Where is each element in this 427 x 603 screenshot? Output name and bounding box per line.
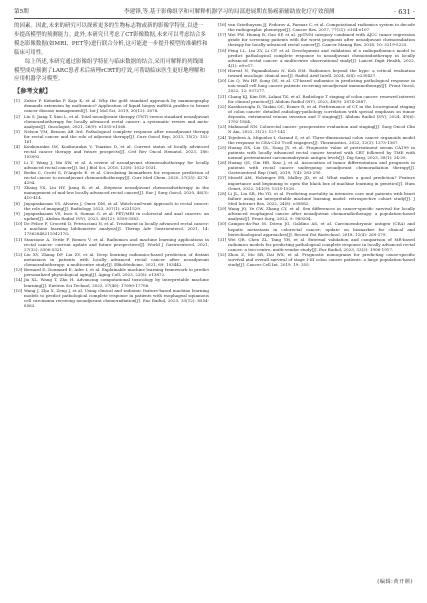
- reference-item: [218, 160, 415, 175]
- reference-number: [21]: [218, 93, 227, 99]
- right-column: [218, 22, 415, 267]
- reference-number: [15]: [14, 287, 23, 293]
- reference-item: [218, 104, 415, 124]
- reference-number: [7]: [14, 185, 20, 191]
- reference-number: [6]: [14, 169, 20, 175]
- reference-item: [218, 175, 415, 190]
- reference-item: [218, 252, 415, 267]
- reference-number: [31]: [218, 236, 227, 242]
- body-paragraph-2: 综上所述,本研究通过影像组学特征与临床数据的结合,采用可解释的列线图模型成功预测了LARC患者术后病理rCRT的疗效,可帮助临床医生更好地理解和应用机器学习模型。: [14, 58, 205, 83]
- reference-number: [28]: [218, 190, 227, 196]
- reference-text: Wei QR, Chen ZL, Tang YH, et al. External validation and comparison of MR-based radiomics models for predicting pathological complete response in locally advanced rectal cancer: a two-centre, multi-vendor study[J]. Eur Radiol, 2023, 33(3): 1906-1917.: [228, 236, 415, 252]
- reference-text: Tejedera A, Miguelez I, Garaud S, et al. Three-dimensional colon cancer organoids model the response to CEA-CD3 T-cell engagers[J]. Theranostics, 2022, 12(3): 1373-1387.: [228, 134, 415, 145]
- reference-item: [218, 124, 415, 134]
- reference-text: Campos-da-Paz M, Dórea JG, Galdino AS, et al. Carcinoembryonic antigen (CEA) and hepatic metastasis in colorectal cancer: update on biomarker for clinical and biotechnological approaches[J]. Recent Pat Biotechnol, 2018, 12(4): 269-279.: [228, 221, 415, 237]
- reference-number: [19]: [218, 67, 227, 73]
- reference-number: [2]: [14, 113, 20, 119]
- reference-number: [14]: [14, 277, 23, 283]
- reference-text: Wei FW, Huang R, Gao SP, et al. ypTNM category combined with AJCC tumor regression grade for screening patients with the worst prognosis after neoadjuvant chemoradiation therapy for locally advanced rectal cancer[J]. Cancer Manag Res, 2018, 10: 5219-5225.: [228, 32, 415, 48]
- reference-item: [14, 129, 209, 144]
- reference-text: Huang DX, Liu QL, Song JY, et al. Prognostic value of pretreatment serum CA199 in patients with locally advanced rectal cancer treated with CRT followed by TME with normal pretreatment carcinoembryonic antigen levels[J]. Dig Surg, 2023, 38(1): 24-29.: [228, 144, 415, 160]
- reference-number: [13]: [14, 267, 23, 273]
- reference-text: Horvat N, Papanikolaou N, Koh DM. Radiomics beyond the hype: a critical evaluation toward oncologic clinical use[J]. Radiol Artif Intell, 2024, 6(4): e230437.: [228, 67, 415, 79]
- reference-number: [22]: [218, 103, 227, 109]
- reference-number: [5]: [14, 159, 20, 165]
- reference-number: [3]: [14, 129, 20, 135]
- reference-text: Liu Q, Wu HF, Song QS, et al. CT-based radiomics in predicting pathological response in non-small cell lung cancer patients receiving neoadjuvant immunotherapy[J]. Front Oncol, 2022, 12: 937277.: [228, 78, 415, 94]
- page-number: · 631 ·: [394, 8, 415, 16]
- reference-text: Chang KJ, Kim DH, Lalani TK, et al. Radiologic T staging of colon cancer: renewed interest for clinical practice[J]. Abdom Radiol (NY), 2023, 48(9): 2874-2887.: [228, 93, 415, 104]
- reference-number: [26]: [218, 160, 227, 166]
- reference-item: [14, 160, 209, 170]
- reference-item: [218, 135, 415, 145]
- reference-text: Feng LL, Liu ZY, Li CF, et al. Development and validation of a radiopathomics model to predict pathological complete response to neoadjuvant chemoradiotherapy in locally advanced rectal cancer: a multicentre observational study[J]. Lancet Digit Health, 2022, 4(1): e8-e17.: [228, 47, 415, 68]
- reference-item: [218, 237, 415, 252]
- reference-text: Zhang YX, Liu HY, Jiang B, et al. Stepwise neoadjuvant chemoradiotherapy in the management of mid-low locally advanced rectal cancer[J]. Eur J Surg Oncol, 2020, 46(3): 410-414.: [24, 185, 209, 201]
- reference-text: Wang J, Zhu X, Zeng J, et al. Using clinical and radiomic feature-based machine learning models to predict pathological complete response in patients with esophageal squamous cell carcinoma receiving neoadjuvant chemoradiation[J]. Eur Radiol, 2023, 33(12): 8554-8563.: [24, 287, 209, 308]
- reference-text: Wang JQ, Ye CW, Zhang CY, et al. Sex differences in cancer-specific survival for locally advanced esophageal cancer after neoadjuvant chemoradiotherapy: a population-based analysis[J]. Front Surg, 2022, 9: 989204.: [228, 206, 415, 222]
- editor-note: (编辑:黄开颜): [377, 579, 413, 585]
- reference-number: [24]: [218, 134, 227, 140]
- reference-text: Jia XL, Wang T, Zhu H. Advancing computational toxicology by interpretable machine learning[J]. Environ Sci Technol, 2023, 57(46): 17690-17706.: [24, 277, 209, 288]
- reference-text: Liu XY, Zhang DF, Liu ZY, et al. Deep learning radiomics-based prediction of distant metastasis in patients with locally advanced rectal cancer after neoadjuvant chemoradiotherapy: a multicentre study[J]. EBioMedicine, 2021, 69: 103442.: [24, 251, 209, 267]
- reference-item: [218, 78, 415, 93]
- reference-item: [14, 98, 209, 113]
- reference-number: [16]: [218, 22, 227, 27]
- references-heading: 【参考文献】: [14, 88, 52, 96]
- reference-text: Mahmoud NN. Colorectal cancer: preoperative evaluation and staging[J]. Surg Oncol Clin N Am, 2022, 31(2): 127-141.: [228, 124, 415, 135]
- reference-number: [9]: [14, 210, 20, 216]
- reference-item: [14, 252, 209, 267]
- left-column: [14, 22, 209, 308]
- reference-number: [10]: [14, 221, 23, 227]
- reference-text: Zhou Z, Mo SB, Dai WX, et al. Prognostic nomograms for predicting cause-specific survival and overall survival of stage I-III colon cancer patients: a large population-based study[J]. Cancer Cell Int, 2019, 19: 355.: [228, 252, 415, 268]
- reference-text: Stanzione A, Verde F, Romeo V, et al. Radiomics and machine learning applications in rectal cancer: current update and future perspectives[J]. World J Gastroenterol, 2021, 27(32): 5306-5321.: [24, 236, 209, 252]
- reference-number: [29]: [218, 206, 227, 212]
- reference-item: [218, 191, 415, 206]
- reference-text: Karahacioglu D, Taskin OC, Esmer R, et al. Performance of CT in the locoregional staging of colon cancer: detailed radiology-pathology correlation with special emphasis on tumor deposits, extramural venous invasion and T staging[J]. Abdom Radiol (NY), 2024, 49(6): 1792-1804.: [228, 103, 415, 125]
- reference-number: [27]: [218, 175, 227, 181]
- reference-text: van Griethuysen JJ, Fedorov A, Parmar C, et al. Computational radiomics system to decode the radiographic phenotype[J]. Cancer Res, 2017, 77(21): e104-e107.: [228, 22, 415, 33]
- reference-number: [20]: [218, 78, 227, 84]
- reference-text: Huang QS, Gin HB, Xiao J, et al. Association of tumor differentiation and prognosis in patients with rectal cancer undergoing neoadjuvant chemoradiation therapy[J]. Gastroenterol Rep (Oxf), 2019, 7(4): 283-290.: [228, 160, 415, 176]
- reference-number: [32]: [218, 252, 227, 258]
- reference-item: [218, 48, 415, 68]
- reference-item: [14, 144, 209, 159]
- body-paragraph-1: 的因素。因此,未来的研究可以探索更多的生物标志物或新的影像学特征,以进一步提高模型的预测能力。此外,本研究只考虑了CT影像数据,未来可以考虑结合多模态影像数据(如MRI、PET等)进行联合分析,这可能进一步提升模型的准确性和临床可用性。: [14, 23, 208, 56]
- reference-number: [4]: [14, 144, 20, 150]
- reference-text: Liu S, Jiang T, Xiao L, et al. Total neoadjuvant therapy (TNT) versus standard neoadjuvant chemoradiotherapy for locally advanced rectal cancer: a systematic review and meta-analysis[J]. Oncologist, 2021, 26(9): e1555-e1566.: [24, 113, 209, 129]
- reference-text: Zubor P, Kubatka P, Kajo K, et al. Why the gold standard approach by mammography demands extension by multiomics? Application of liquid biopsy miRNA profiles to breast cancer disease management[J]. Int J Mol Sci, 2019, 20(12): 2878.: [24, 98, 209, 114]
- reference-list-right: [218, 22, 415, 267]
- reference-item: [14, 185, 209, 200]
- reference-number: [12]: [14, 251, 23, 257]
- reference-item: [218, 145, 415, 160]
- reference-text: Li JL, Liu SR, Hu YD, et al. Predicting mortality in intensive care unit patients with heart failure using an interpretable machine learning model: retrospective cohort study[J]. J Med Internet Res, 2022, 24(8): e38082.: [228, 190, 415, 206]
- reference-number: [18]: [218, 47, 227, 53]
- reference-number: [30]: [218, 221, 227, 227]
- reference-item: [218, 68, 415, 78]
- reference-item: [218, 206, 415, 221]
- reference-number: [17]: [218, 32, 227, 38]
- running-title: 李建锋,等.基于影像组学和可解释机器学习的局部进展期直肠癌新辅助放化疗疗效预测: [124, 9, 335, 15]
- reference-text: Li Y, Wang J, Ma XW, et al. A review of neoadjuvant chemoradiotherapy for locally advanced rectal cancer[J]. Int J Biol Sci, 2016, 12(8): 1022-1031.: [24, 159, 209, 170]
- reference-text: Jayaprakasam VS, Alvarez J, Omer DM, et al. Watch-and-wait approach to rectal cancer: the role of imaging[J]. Radiology, 2023, 307(1): e221529.: [24, 200, 209, 211]
- reference-item: [218, 94, 415, 104]
- reference-number: [23]: [218, 124, 227, 130]
- issue-label: 第5期: [14, 9, 29, 15]
- reference-item: [14, 237, 209, 252]
- reference-text: Musolf AM, Holzinger ER, Malley JD, et al. What makes a good prediction? Feature importance and beginning to open the black box of machine learning in genetics[J]. Hum Genet, 2022, 141(9): 1515-1528.: [228, 175, 415, 191]
- reference-item: [14, 267, 209, 277]
- reference-item: [218, 22, 415, 32]
- reference-list-left: [14, 98, 209, 308]
- reference-item: [14, 211, 209, 221]
- reference-item: [218, 32, 415, 47]
- reference-item: [14, 277, 209, 287]
- reference-number: [8]: [14, 200, 20, 206]
- reference-number: [11]: [14, 236, 23, 242]
- reference-text: Jayaprakasam VS, Ince S, Suman G, et al. PET/MRI in colorectal and anal cancers: an update[J]. Abdom Radiol (NY), 2023, 48(12): 3558-3583.: [24, 210, 209, 221]
- reference-number: [1]: [14, 98, 20, 104]
- reference-item: [14, 170, 209, 185]
- reference-text: Koukourakis IM, Koukourakis V, Tsiaxios D, et al. Current status of locally advanced rectal cancer therapy and future prospects[J]. Crit Rev Oncol Hematol, 2023, 186: 103992.: [24, 144, 209, 160]
- reference-item: [14, 114, 209, 129]
- reference-number: [25]: [218, 144, 227, 150]
- reference-text: Nelson VM, Benson AB 3rd. Pathological complete response after neoadjuvant therapy for rectal cancer and the role of adjuvant therapy[J]. Curr Oncol Rep, 2013, 15(2): 152-161.: [24, 129, 209, 145]
- reference-text: Bernard D, Doumard E, Ader I, et al. Explainable machine learning framework to predict personalized physiological aging[J]. Aging Cell, 2023, 22(8): e13872.: [24, 267, 209, 278]
- running-header: [14, 6, 415, 19]
- reference-item: [218, 221, 415, 236]
- reference-item: [14, 221, 209, 236]
- reference-item: [14, 201, 209, 211]
- reference-item: [14, 288, 209, 308]
- reference-text: De Felice F, Crocetti D, Petrucciani N, et al. Treatment in locally advanced rectal cancer: a machine learning bibliometric analysis[J]. Therap Adv Gastroenterol, 2021, 14: 1756284821104217O.: [24, 221, 209, 237]
- reference-text: Bedin C, Crotti S, D'Angelo E, et al. Circulating biomarkers for response prediction of rectal cancer to neoadjuvant chemoradiotherapy[J]. Curr Med Chem, 2020, 27(25): 4274-4294.: [24, 169, 209, 186]
